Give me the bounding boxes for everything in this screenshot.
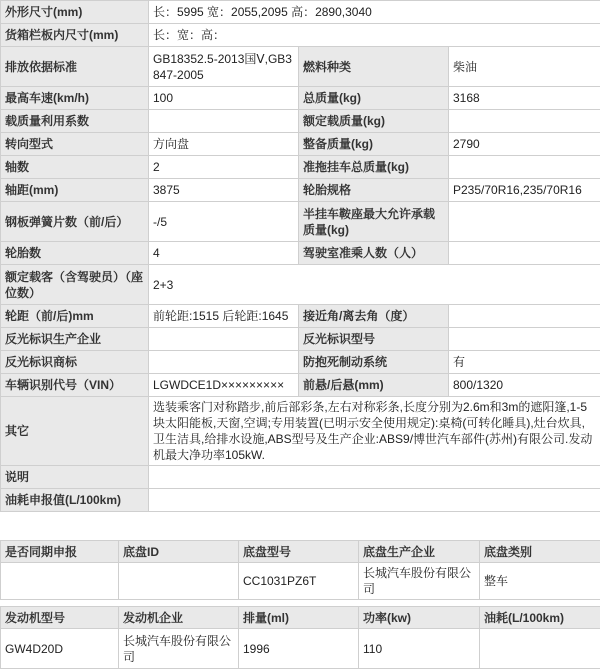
trailer-mass-value [449, 156, 600, 179]
cab-seats-label: 驾驶室准乘人数（人） [299, 242, 449, 265]
chassis-cell: 整车 [480, 563, 600, 600]
abs-value: 有 [449, 351, 600, 374]
wheelbase-value: 3875 [149, 179, 299, 202]
engine-cell: 长城汽车股份有限公司 [119, 629, 239, 669]
fuel-label: 燃料种类 [299, 47, 449, 87]
other-value: 选装乘客门对称踏步,前后部彩条,左右对称彩条,长度分别为2.6m和3m的遮阳篷,1-5块太阳能板,天窗,空调;专用装置(已明示安全使用规定):桌椅(可转化睡具),灶台炊具,卫生洁具,给排水设施,ABS型号及生产企业:ABS9/博世汽车部件(苏州)有限公司.发动机最大净功率105kW. [149, 397, 600, 466]
tire-spec-label: 轮胎规格 [299, 179, 449, 202]
max-speed-value: 100 [149, 87, 299, 110]
row-fuel-use [1, 489, 600, 512]
fuel-use-value [149, 489, 600, 512]
total-mass-value: 3168 [449, 87, 600, 110]
row-note [1, 466, 600, 489]
engine-header-row [1, 607, 600, 629]
reflect-model-value [449, 328, 600, 351]
tire-spec-value: P235/70R16,235/70R16 [449, 179, 600, 202]
chassis-header-row [1, 541, 600, 563]
emission-std-label: 排放依据标准 [1, 47, 149, 87]
passengers-value: 2+3 [149, 265, 600, 305]
row-springs [1, 202, 600, 242]
row-emission [1, 47, 600, 87]
chassis-header-cell: 底盘生产企业 [359, 541, 480, 563]
load-util-label: 载质量利用系数 [1, 110, 149, 133]
row-cargo-size [1, 24, 600, 47]
chassis-cell [119, 563, 239, 600]
row-speed [1, 87, 600, 110]
wheelbase-label: 轴距(mm) [1, 179, 149, 202]
abs-label: 防抱死制动系统 [299, 351, 449, 374]
axles-label: 轴数 [1, 156, 149, 179]
vin-value: LGWDCE1D××××××××× [149, 374, 299, 397]
engine-cell: GW4D20D [1, 629, 119, 669]
curb-mass-value: 2790 [449, 133, 600, 156]
row-wheelbase [1, 179, 600, 202]
approach-angle-value [449, 305, 600, 328]
saddle-load-value [449, 202, 600, 242]
fuel-use-label: 油耗申报值(L/100km) [1, 489, 149, 512]
cab-seats-value [449, 242, 600, 265]
engine-header-cell: 发动机企业 [119, 607, 239, 629]
rated-load-value [449, 110, 600, 133]
reflect-brand-label: 反光标识商标 [1, 351, 149, 374]
reflect-maker-value [149, 328, 299, 351]
row-passengers [1, 265, 600, 305]
chassis-cell: CC1031PZ6T [239, 563, 359, 600]
track-value: 前轮距:1515 后轮距:1645 [149, 305, 299, 328]
fuel-value: 柴油 [449, 47, 600, 87]
saddle-load-label: 半挂车鞍座最大允许承载质量(kg) [299, 202, 449, 242]
axles-value: 2 [149, 156, 299, 179]
max-speed-label: 最高车速(km/h) [1, 87, 149, 110]
chassis-header-cell: 是否同期申报 [1, 541, 119, 563]
tires-value: 4 [149, 242, 299, 265]
approach-angle-label: 接近角/离去角（度） [299, 305, 449, 328]
chassis-table [0, 540, 600, 600]
row-load [1, 110, 600, 133]
engine-table [0, 606, 600, 669]
vin-label: 车辆识别代号（VIN） [1, 374, 149, 397]
reflect-model-label: 反光标识型号 [299, 328, 449, 351]
leaf-springs-value: -/5 [149, 202, 299, 242]
engine-cell: 1996 [239, 629, 359, 669]
note-label: 说明 [1, 466, 149, 489]
outer-size-value: 长：5995 宽：2055,2095 高：2890,3040 [149, 1, 600, 24]
row-other [1, 397, 600, 466]
chassis-header-cell: 底盘类别 [480, 541, 600, 563]
engine-data-row [1, 629, 600, 669]
engine-header-cell: 功率(kw) [359, 607, 480, 629]
track-label: 轮距（前/后)mm [1, 305, 149, 328]
chassis-header-cell: 底盘ID [119, 541, 239, 563]
reflect-maker-label: 反光标识生产企业 [1, 328, 149, 351]
curb-mass-label: 整备质量(kg) [299, 133, 449, 156]
row-outer-size [1, 1, 600, 24]
emission-std-value: GB18352.5-2013国Ⅴ,GB3847-2005 [149, 47, 299, 87]
chassis-cell [1, 563, 119, 600]
steering-value: 方向盘 [149, 133, 299, 156]
cargo-size-value: 长：宽：高： [149, 24, 600, 47]
leaf-springs-label: 钢板弹簧片数（前/后） [1, 202, 149, 242]
chassis-header-cell: 底盘型号 [239, 541, 359, 563]
row-axles [1, 156, 600, 179]
overhang-value: 800/1320 [449, 374, 600, 397]
outer-size-label: 外形尺寸(mm) [1, 1, 149, 24]
cargo-size-label: 货箱栏板内尺寸(mm) [1, 24, 149, 47]
rated-load-label: 额定载质量(kg) [299, 110, 449, 133]
engine-header-cell: 油耗(L/100km) [480, 607, 600, 629]
row-track [1, 305, 600, 328]
trailer-mass-label: 准拖挂车总质量(kg) [299, 156, 449, 179]
engine-cell [480, 629, 600, 669]
load-util-value [149, 110, 299, 133]
note-value [149, 466, 600, 489]
total-mass-label: 总质量(kg) [299, 87, 449, 110]
row-vin [1, 374, 600, 397]
passengers-label: 额定载客（含驾驶员）（座位数） [1, 265, 149, 305]
chassis-cell: 长城汽车股份有限公司 [359, 563, 480, 600]
tires-label: 轮胎数 [1, 242, 149, 265]
row-reflect-maker [1, 328, 600, 351]
reflect-brand-value [149, 351, 299, 374]
steering-label: 转向型式 [1, 133, 149, 156]
row-reflect-brand [1, 351, 600, 374]
row-tires [1, 242, 600, 265]
engine-header-cell: 发动机型号 [1, 607, 119, 629]
chassis-data-row [1, 563, 600, 600]
engine-cell: 110 [359, 629, 480, 669]
overhang-label: 前悬/后悬(mm) [299, 374, 449, 397]
engine-header-cell: 排量(ml) [239, 607, 359, 629]
other-label: 其它 [1, 397, 149, 466]
row-steering [1, 133, 600, 156]
